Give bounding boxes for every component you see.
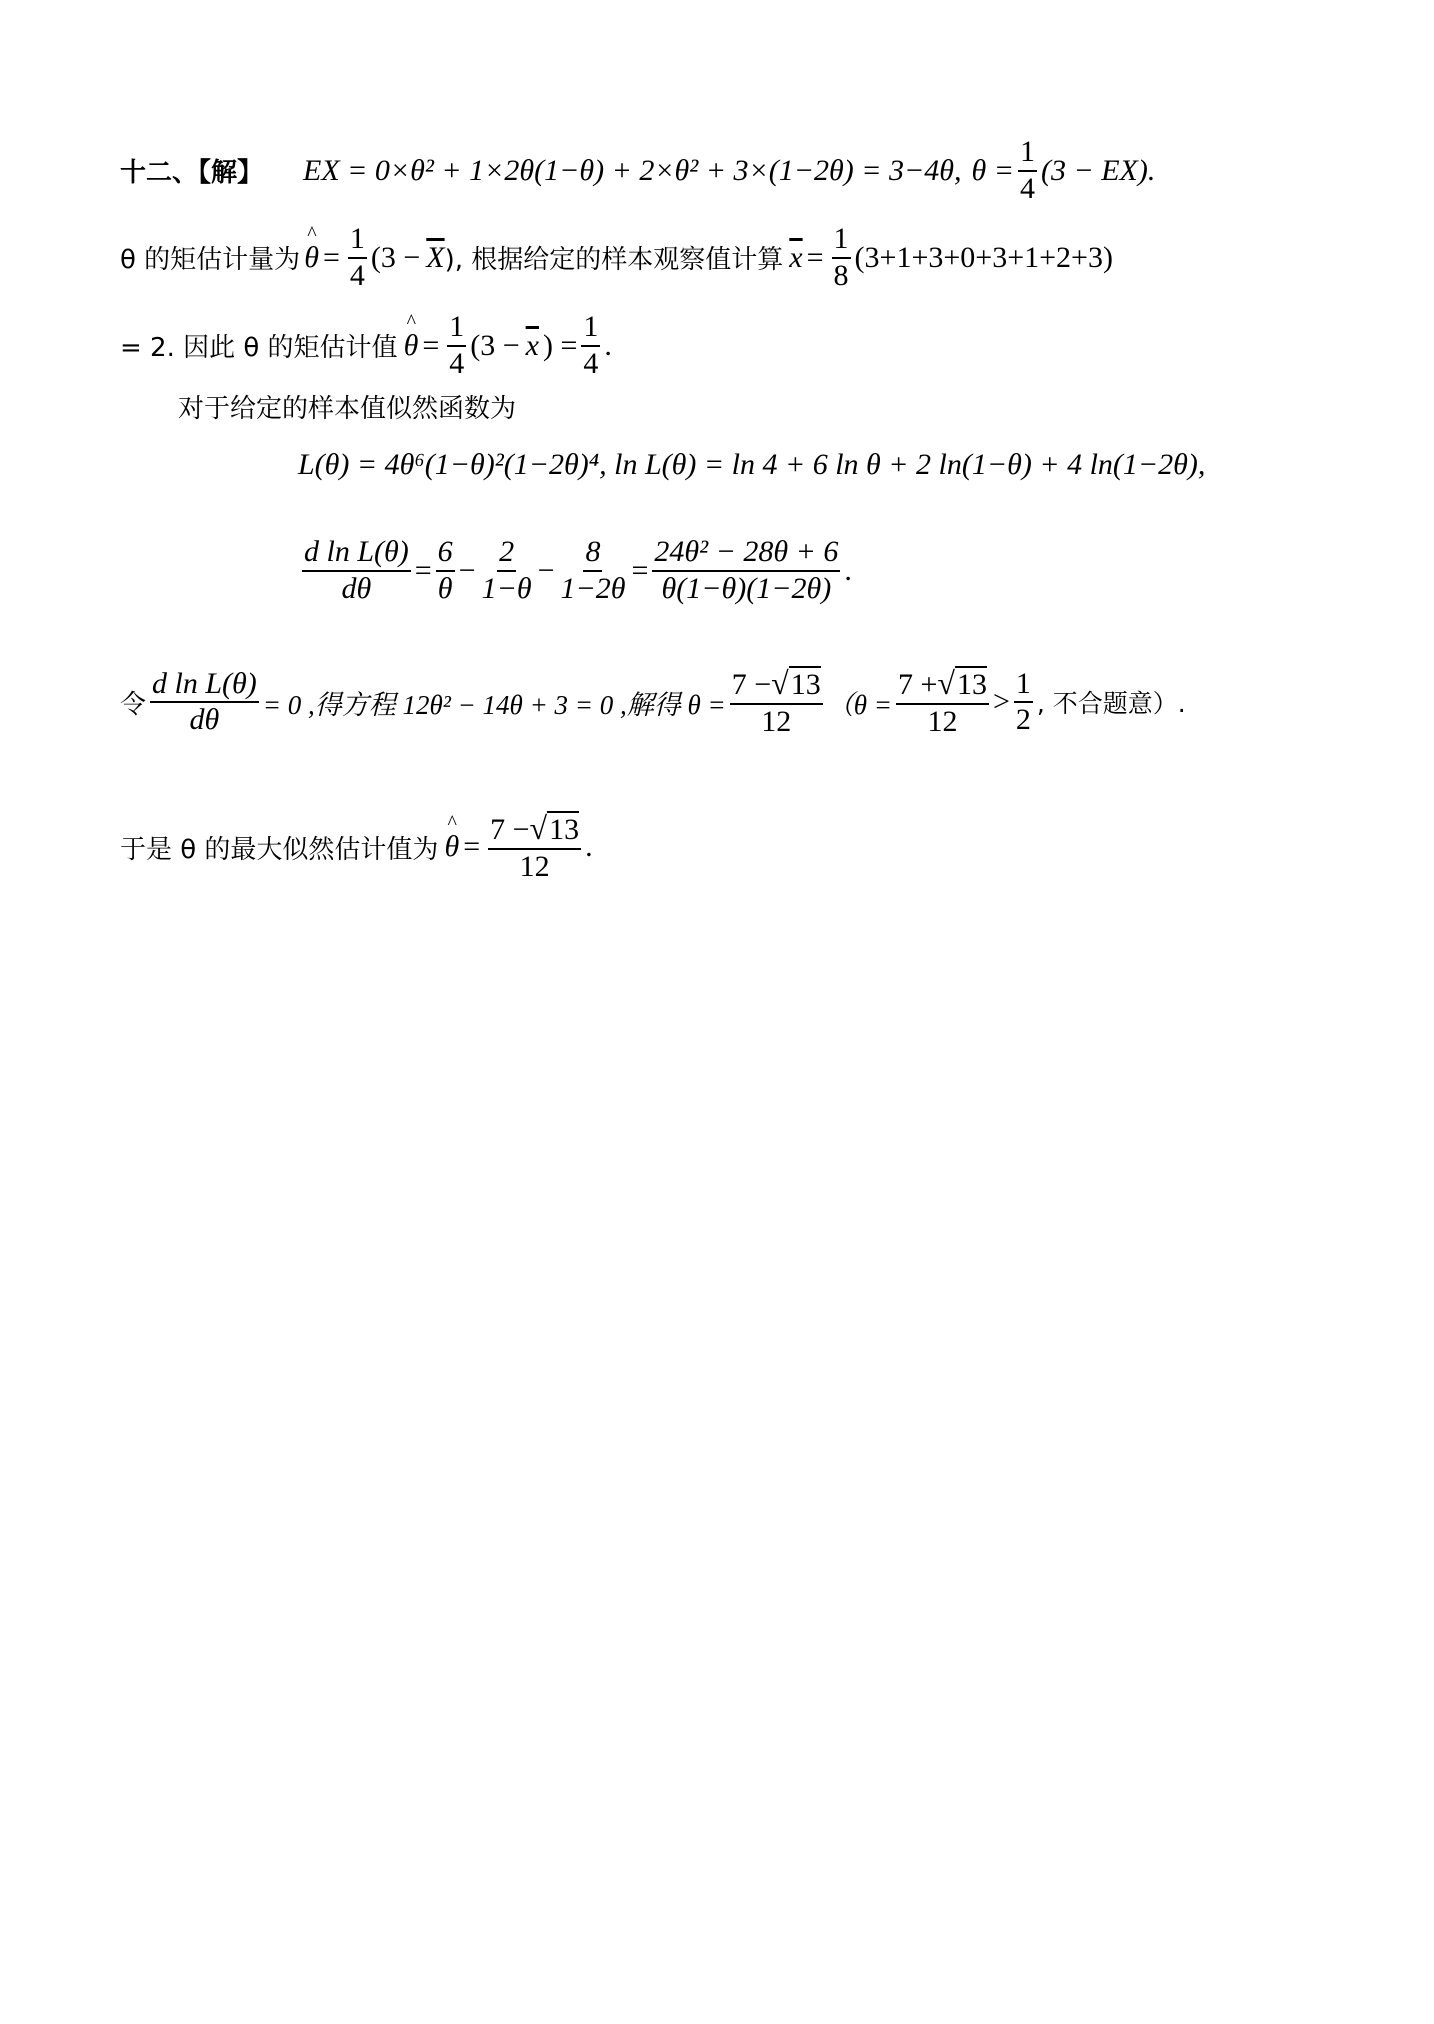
sqrt-icon: √	[771, 665, 789, 701]
minus-sign: −	[458, 553, 476, 587]
line-8	[120, 810, 593, 884]
solution-heading: 十二、【解】	[120, 158, 264, 188]
fraction-one-quarter	[447, 310, 466, 381]
radicand: 13	[549, 813, 580, 846]
likelihood-intro: 对于给定的样本值似然函数为	[178, 394, 517, 424]
fraction-denominator: θ	[437, 571, 453, 605]
sample-sum: (3+1+3+0+3+1+2+3)	[854, 240, 1113, 274]
greater-than-sign: >	[992, 685, 1010, 718]
line-5	[298, 448, 1205, 482]
moment-value-label: = 2. 因此 θ 的矩估计值	[120, 333, 398, 363]
let-text: 令	[120, 689, 147, 720]
equals-sign: =	[414, 553, 432, 587]
fraction-denominator: dθ	[341, 571, 372, 605]
line-3	[120, 310, 612, 381]
fraction-denominator: 12	[519, 849, 550, 883]
paren-open: (3 −	[370, 240, 421, 274]
radicand: 13	[790, 668, 821, 701]
root-fraction	[730, 665, 823, 739]
fraction-numerator: 1	[581, 310, 600, 347]
fraction-denominator: 4	[449, 346, 465, 380]
numerator-part: 7 −	[731, 668, 772, 701]
sample-mean-x: $\overline{x}$	[525, 328, 539, 362]
fraction-one-half	[1014, 667, 1033, 738]
line-2	[120, 222, 1113, 293]
sample-mean-x: $\overline{x}$	[789, 240, 803, 274]
alt-root-fraction	[896, 665, 989, 739]
fraction-numerator: 1	[447, 310, 466, 347]
equals-sign: =	[322, 240, 340, 274]
equals-sign: =	[806, 240, 824, 274]
fraction-denominator: dθ	[189, 703, 220, 736]
moment-estimator-label: θ 的矩估计量为	[120, 245, 301, 275]
derivative-fraction	[302, 535, 411, 606]
fraction-denominator: 1−θ	[481, 571, 532, 605]
fraction-denominator: 1−2θ	[560, 571, 626, 605]
theta-hat: ^ θ	[404, 329, 419, 363]
period: .	[844, 553, 852, 587]
sample-mean-X: $\overline{X}$	[426, 240, 445, 274]
fraction-numerator	[730, 665, 823, 705]
fraction-numerator: d ln L(θ)	[150, 667, 259, 704]
fraction-denominator: 4	[1019, 171, 1035, 205]
numerator-part: 7 −	[490, 813, 530, 846]
line-7	[120, 665, 1186, 739]
ex-expression: EX = 0×θ² + 1×2θ(1−θ) + 2×θ² + 3×(1−2θ) = 3−4θ,	[303, 153, 962, 187]
mle-label: 于是 θ 的最大似然估计值为	[120, 834, 439, 865]
numerator-part: 7 +	[897, 668, 938, 701]
fraction-one-eighth	[832, 222, 851, 293]
fraction-two	[480, 535, 534, 606]
line-6	[298, 535, 852, 606]
fraction-denominator: 4	[349, 258, 365, 292]
ex-tail: (3 − EX).	[1040, 153, 1156, 187]
fraction-numerator: 1	[832, 222, 851, 259]
equation-text: = 0 ,得方程 12θ² − 14θ + 3 = 0 ,解得 θ =	[262, 689, 726, 720]
paren-close-equals: ) =	[542, 328, 578, 362]
fraction-denominator: 12	[927, 704, 958, 738]
fraction-eight	[559, 535, 628, 606]
fraction-numerator: 1	[348, 222, 367, 259]
fraction-denominator: 8	[833, 258, 849, 292]
compute-text: ), 根据给定的样本观察值计算	[444, 245, 784, 275]
fraction-one-quarter	[1018, 135, 1037, 206]
derivative-fraction	[150, 667, 259, 738]
fraction-numerator	[488, 810, 581, 850]
fraction-numerator: d ln L(θ)	[302, 535, 411, 572]
sqrt-icon: √	[529, 810, 548, 846]
equals-sign: =	[631, 553, 649, 587]
fraction-one-quarter-result	[581, 310, 600, 381]
radicand: 13	[956, 668, 987, 701]
fraction-numerator: 8	[583, 535, 602, 572]
fraction-numerator: 2	[497, 535, 516, 572]
fraction-denominator: 12	[761, 704, 792, 738]
fraction-numerator: 6	[436, 535, 455, 572]
line-4	[178, 388, 516, 425]
fraction-one-quarter	[348, 222, 367, 293]
paren-open: (3 −	[470, 328, 520, 362]
fraction-denominator: 2	[1015, 703, 1031, 736]
fraction-numerator: 24θ² − 28θ + 6	[652, 535, 840, 572]
fraction-six-over-theta	[436, 535, 455, 606]
theta-equals: θ =	[971, 153, 1014, 187]
fraction-numerator: 1	[1014, 667, 1033, 704]
theta-hat: ^ θ	[444, 830, 459, 864]
sqrt-icon: √	[937, 665, 955, 701]
period: .	[585, 830, 593, 863]
line-1	[120, 135, 1155, 206]
period: .	[604, 328, 612, 362]
alt-root-text: （θ =	[826, 689, 892, 720]
fraction-numerator: 1	[1018, 135, 1037, 172]
fraction-numerator	[896, 665, 989, 705]
fraction-denominator: 4	[583, 346, 599, 380]
likelihood-function: L(θ) = 4θ⁶(1−θ)²(1−2θ)⁴, ln L(θ) = ln 4 + 6 ln θ + 2 ln(1−θ) + 4 ln(1−2θ),	[298, 448, 1206, 481]
rejection-text: , 不合题意）.	[1036, 689, 1186, 718]
theta-hat: ^ θ	[304, 241, 319, 275]
equals-sign: =	[422, 328, 440, 362]
mle-fraction	[488, 810, 581, 884]
fraction-denominator: θ(1−θ)(1−2θ)	[661, 571, 832, 605]
equals-sign: =	[463, 830, 481, 863]
combined-fraction	[652, 535, 840, 606]
minus-sign: −	[537, 553, 555, 587]
